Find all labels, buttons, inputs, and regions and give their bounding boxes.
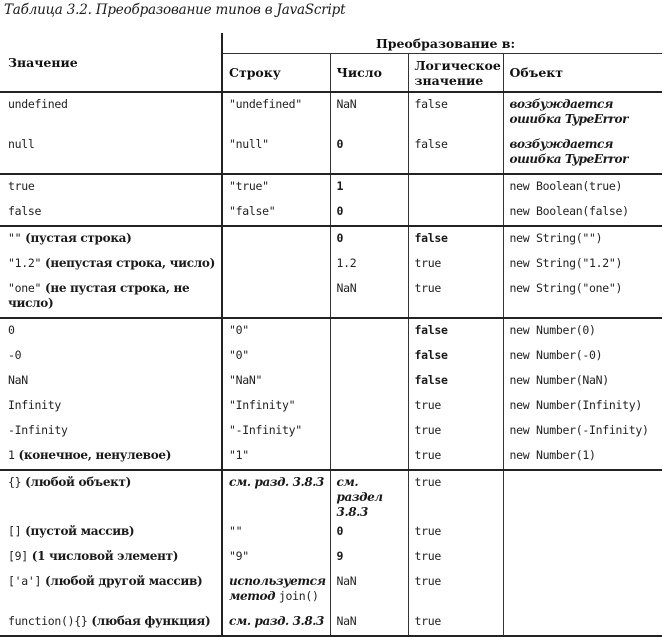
cell-value (0, 369, 222, 394)
cell-boolean: true (408, 252, 503, 277)
cell-number (330, 444, 408, 470)
value-code: Infinity (8, 398, 61, 412)
table-row (0, 277, 662, 318)
cell-number: NaN (330, 277, 408, 318)
cell-value (0, 200, 222, 226)
cell-object: new Boolean(false) (503, 200, 662, 226)
cell-value (0, 318, 222, 344)
table-row (0, 369, 662, 394)
table-row (0, 133, 662, 174)
cell-value (0, 444, 222, 470)
cell-string: "0" (222, 344, 330, 369)
cell-object (503, 610, 662, 636)
value-code: true (8, 179, 35, 193)
cell-object: возбуждается ошибка TypeError (509, 97, 628, 126)
header-boolean: Логическое значение (408, 54, 503, 93)
cell-number: 1 (330, 174, 408, 200)
table-row (0, 174, 662, 200)
value-code: NaN (8, 373, 28, 387)
cell-value (0, 174, 222, 200)
cell-boolean: true (408, 520, 503, 545)
cell-string: "" (222, 520, 330, 545)
cell-boolean: false (408, 133, 503, 174)
cell-value (0, 92, 222, 133)
value-code: "" (8, 231, 22, 245)
cell-value (0, 545, 222, 570)
table-row (0, 520, 662, 545)
header-value: Значение (0, 33, 222, 92)
cell-string (222, 252, 330, 277)
cell-string: "NaN" (222, 369, 330, 394)
table-row (0, 226, 662, 252)
header-object: Объект (503, 54, 662, 93)
cell-boolean: true (408, 570, 503, 610)
header-number: Число (330, 54, 408, 93)
value-code: 1 (8, 448, 15, 462)
cell-object: new Number(Infinity) (509, 398, 642, 412)
table-row (0, 610, 662, 636)
cell-boolean: false (408, 92, 503, 133)
value-code: undefined (8, 97, 68, 111)
cell-number: 0 (330, 133, 408, 174)
value-note: (1 числовой элемент) (31, 549, 179, 563)
cell-string (222, 277, 330, 318)
cell-boolean: true (408, 394, 503, 419)
cell-value (0, 419, 222, 444)
type-conversion-table (0, 33, 662, 637)
cell-object: new Number(1) (503, 444, 662, 470)
cell-value (0, 344, 222, 369)
cell-string: "Infinity" (222, 394, 330, 419)
value-code: {} (8, 475, 22, 489)
cell-boolean: true (408, 419, 503, 444)
table-row (0, 318, 662, 344)
cell-boolean: true (408, 444, 503, 470)
cell-object: new Number(-Infinity) (509, 423, 649, 437)
cell-object: new Number(0) (509, 323, 596, 337)
cell-object: new String("1.2") (509, 256, 623, 270)
value-note: (конечное, ненулевое) (18, 448, 172, 462)
value-note: (не пустая строка, не число) (8, 281, 190, 310)
cell-string: "0" (222, 318, 330, 344)
cell-boolean: true (408, 545, 503, 570)
value-note: (пустая строка) (25, 231, 132, 245)
table-row (0, 394, 662, 419)
cell-number: 9 (330, 545, 408, 570)
value-code: [] (8, 524, 22, 538)
cell-object (503, 545, 662, 570)
cell-number: 1.2 (330, 252, 408, 277)
cell-value (0, 520, 222, 545)
value-code: function(){} (8, 614, 88, 628)
cell-string: "true" (222, 174, 330, 200)
cell-value (0, 610, 222, 636)
table-caption: Таблица 3.2. Преобразование типов в JavaScript (4, 2, 346, 18)
cell-object: new Boolean(true) (509, 179, 623, 193)
value-code: null (8, 137, 35, 151)
value-note: (любой другой массив) (44, 574, 203, 588)
value-note: (пустой массив) (25, 524, 135, 538)
value-code: false (8, 204, 42, 218)
cell-string: "-Infinity" (222, 419, 330, 444)
cell-string: "false" (222, 200, 330, 226)
cell-boolean: true (408, 470, 503, 520)
string-note: используется метод (229, 574, 326, 603)
value-code: "1.2" (8, 256, 42, 270)
value-code: -Infinity (8, 423, 68, 437)
cell-object (503, 470, 662, 520)
cell-boolean: false (408, 344, 503, 369)
cell-object (503, 570, 662, 610)
cell-number: NaN (330, 610, 408, 636)
cell-number (330, 369, 408, 394)
cell-number (330, 394, 408, 419)
table-row (0, 545, 662, 570)
cell-object (503, 520, 662, 545)
cell-object: new String("one") (503, 277, 662, 318)
table-row (0, 252, 662, 277)
cell-string (222, 570, 330, 610)
value-note: (любая функция) (91, 614, 211, 628)
value-note: (любой объект) (25, 475, 132, 489)
cell-string: см. разд. 3.8.3 (222, 610, 330, 636)
table-row (0, 570, 662, 610)
value-code: 0 (8, 323, 15, 337)
table-row (0, 92, 662, 133)
value-note: (непустая строка, число) (44, 256, 215, 270)
cell-string: "9" (222, 545, 330, 570)
header-string: Строку (222, 54, 330, 93)
cell-number: NaN (330, 570, 408, 610)
cell-boolean: false (408, 369, 503, 394)
cell-number (330, 419, 408, 444)
cell-string (222, 226, 330, 252)
cell-boolean (408, 200, 503, 226)
cell-value (0, 226, 222, 252)
cell-string: см. разд. 3.8.3 (222, 470, 330, 520)
value-code: "one" (8, 281, 42, 295)
cell-value (0, 277, 222, 318)
table-row (0, 344, 662, 369)
cell-value (0, 252, 222, 277)
value-code: [9] (8, 549, 28, 563)
cell-value (0, 133, 222, 174)
cell-value (0, 570, 222, 610)
cell-boolean: false (408, 318, 503, 344)
cell-number: см. раздел 3.8.3 (330, 470, 408, 520)
cell-number (330, 344, 408, 369)
cell-object: new Number(-0) (509, 348, 603, 362)
cell-number: 0 (330, 520, 408, 545)
cell-value (0, 394, 222, 419)
header-conversion-to: Преобразование в: (222, 33, 662, 54)
table-row (0, 444, 662, 470)
cell-boolean (408, 174, 503, 200)
cell-boolean: true (408, 610, 503, 636)
table-row (0, 200, 662, 226)
cell-number (330, 318, 408, 344)
cell-number: 0 (330, 226, 408, 252)
cell-object: new String("") (509, 231, 603, 245)
cell-object: возбуждается ошибка TypeError (503, 133, 662, 174)
cell-object: new Number(NaN) (509, 373, 609, 387)
cell-boolean: false (408, 226, 503, 252)
cell-boolean: true (408, 277, 503, 318)
table-row (0, 419, 662, 444)
cell-value (0, 470, 222, 520)
value-code: -0 (8, 348, 22, 362)
cell-number: 0 (330, 200, 408, 226)
cell-number: NaN (330, 92, 408, 133)
cell-string: "null" (222, 133, 330, 174)
table-row (0, 470, 662, 520)
value-code: ['a'] (8, 574, 42, 588)
string-code: join() (278, 589, 319, 603)
cell-string: "undefined" (222, 92, 330, 133)
cell-string: "1" (222, 444, 330, 470)
